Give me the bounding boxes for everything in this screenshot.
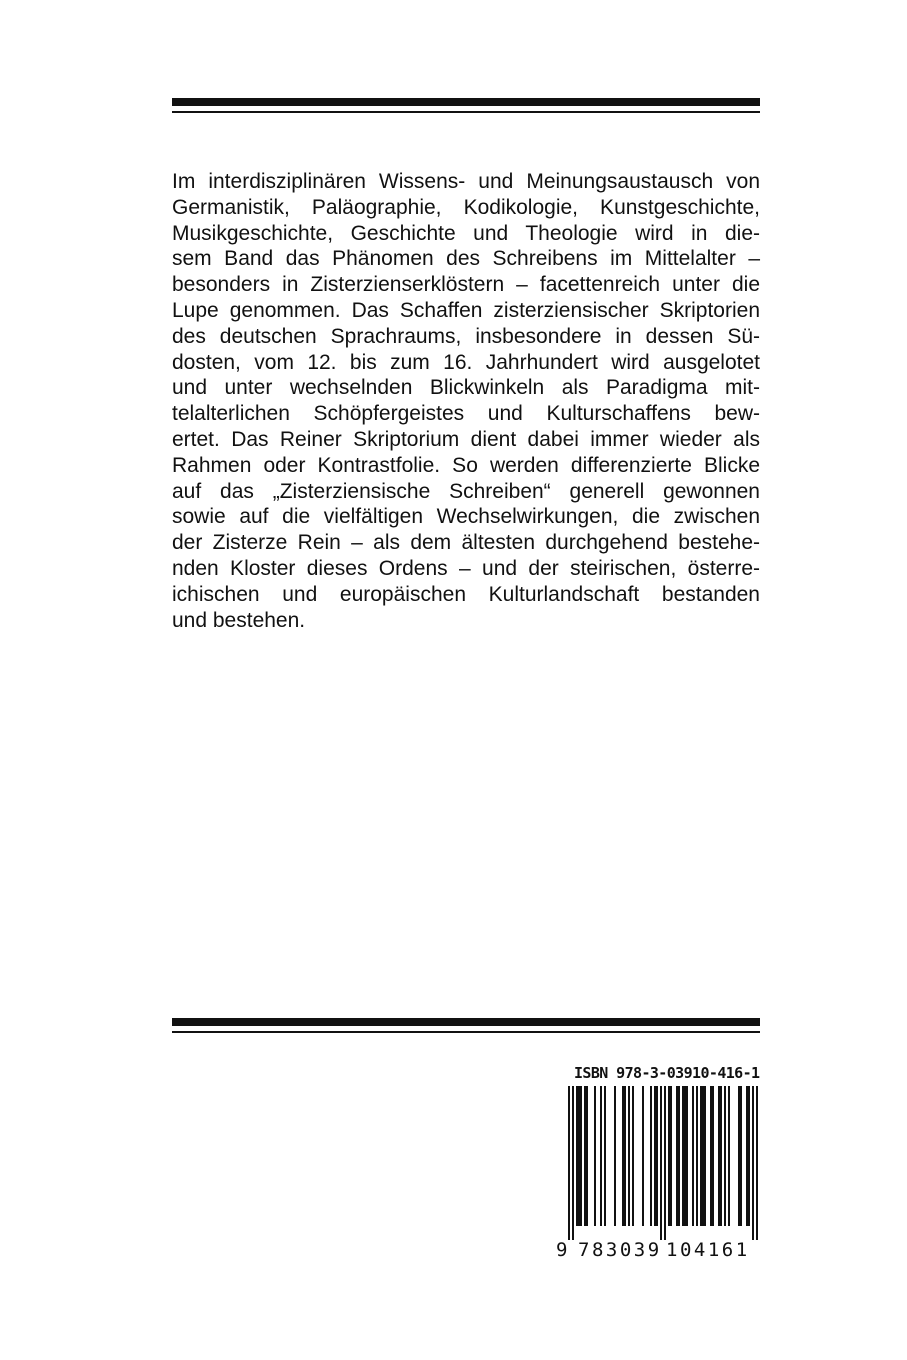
barcode-bar (686, 1086, 688, 1226)
barcode-bar (676, 1086, 678, 1226)
blurb-line: Germanistik, Paläographie, Kodikologie, Kunstgeschichte, (172, 195, 760, 219)
blurb-line: telalterlichen Schöpfergeistes und Kulturschaffens bew- (172, 402, 760, 426)
blurb-line: Rahmen oder Kontrastfolie. So werden differenzierte Blicke (172, 453, 760, 477)
barcode-bar (684, 1086, 686, 1226)
barcode-bar (614, 1086, 616, 1226)
blurb-line: und unter wechselnden Blickwinkeln als Paradigma mit- (172, 376, 760, 400)
blurb-line: Im interdisziplinären Wissens- und Meinungsaustausch von (172, 170, 760, 193)
barcode-bar (642, 1086, 644, 1226)
barcode-bar (712, 1086, 714, 1226)
bottom-double-rule (172, 1018, 760, 1033)
barcode-bar (632, 1086, 634, 1226)
barcode-bar (746, 1086, 748, 1226)
blurb-line: nden Kloster dieses Ordens – und der steirischen, österre- (172, 556, 760, 580)
blurb-line: der Zisterze Rein – als dem ältesten durchgehend bestehe- (172, 531, 760, 555)
blurb-line: sem Band das Phänomen des Schreibens im Mittelalter – (172, 247, 760, 271)
blurb-line: dosten, vom 12. bis zum 16. Jahrhundert wird ausgelotet (172, 350, 760, 374)
barcode-guard-bar (572, 1086, 574, 1240)
barcode-bars (556, 1086, 762, 1240)
barcode-bar (678, 1086, 680, 1226)
barcode-bar (586, 1086, 588, 1226)
bottom-thin-line (172, 1031, 760, 1033)
blurb-line: und bestehen. (172, 608, 306, 632)
barcode-bar (738, 1086, 740, 1226)
barcode-bar (718, 1086, 720, 1226)
barcode-guard-bar (752, 1086, 754, 1240)
barcode-bar (594, 1086, 596, 1226)
barcode-bar (654, 1086, 656, 1226)
blurb-line: sowie auf die vielfältigen Wechselwirkungen, die zwischen (172, 505, 760, 529)
barcode-guard-bar (756, 1086, 758, 1240)
ean-right-group: 104161 (666, 1239, 750, 1261)
blurb-line: ertet. Das Reiner Skriptorium dient dabei immer wieder als (172, 427, 760, 451)
barcode-bar (702, 1086, 704, 1226)
barcode-guard-bar (660, 1086, 662, 1240)
barcode-bar (710, 1086, 712, 1226)
isbn-label: ISBN 978-3-03910-416-1 (574, 1064, 760, 1082)
barcode-bar (584, 1086, 586, 1226)
blurb-line: Lupe genommen. Das Schaffen zisterziensischer Skriptorien (172, 298, 760, 322)
barcode-bar (682, 1086, 684, 1226)
barcode-bar (724, 1086, 726, 1226)
blurb-line: ichischen und europäischen Kulturlandschaft bestanden (172, 582, 760, 606)
blurb-line: auf das „Zisterziensische Schreiben“ generell gewonnen (172, 479, 760, 503)
barcode-guard-bar (664, 1086, 666, 1240)
barcode-bar (576, 1086, 578, 1226)
blurb-line: Musikgeschichte, Geschichte und Theologie wird in die- (172, 221, 760, 245)
barcode-bar (704, 1086, 706, 1226)
isbn-barcode (556, 1064, 762, 1262)
barcode-bar (578, 1086, 580, 1226)
barcode-bar (740, 1086, 742, 1226)
barcode-bar (692, 1086, 694, 1226)
barcode-bar (670, 1086, 672, 1226)
top-thin-line (172, 111, 760, 113)
barcode-bar (624, 1086, 626, 1226)
blurb-line: besonders in Zisterzienserklöstern – facettenreich unter die (172, 273, 760, 297)
ean-left-group: 783039 (578, 1239, 662, 1261)
barcode-bar (748, 1086, 750, 1226)
top-thick-line (172, 98, 760, 106)
barcode-bar (604, 1086, 606, 1226)
barcode-bar (700, 1086, 702, 1226)
barcode-bar (696, 1086, 698, 1226)
barcode-bar (600, 1086, 602, 1226)
back-cover-blurb (172, 169, 760, 633)
barcode-bar (650, 1086, 652, 1226)
bottom-thick-line (172, 1018, 760, 1026)
blurb-line: des deutschen Sprachraums, insbesondere in dessen Sü- (172, 324, 760, 348)
barcode-bar (720, 1086, 722, 1226)
ean-first-digit: 9 (556, 1239, 568, 1261)
barcode-bar (622, 1086, 624, 1226)
barcode-bar (580, 1086, 582, 1226)
top-double-rule (172, 98, 760, 113)
ean-digits (556, 1240, 762, 1262)
barcode-bar (668, 1086, 670, 1226)
barcode-bar (628, 1086, 630, 1226)
barcode-guard-bar (568, 1086, 570, 1240)
barcode-bar (656, 1086, 658, 1226)
barcode-bar (728, 1086, 730, 1226)
